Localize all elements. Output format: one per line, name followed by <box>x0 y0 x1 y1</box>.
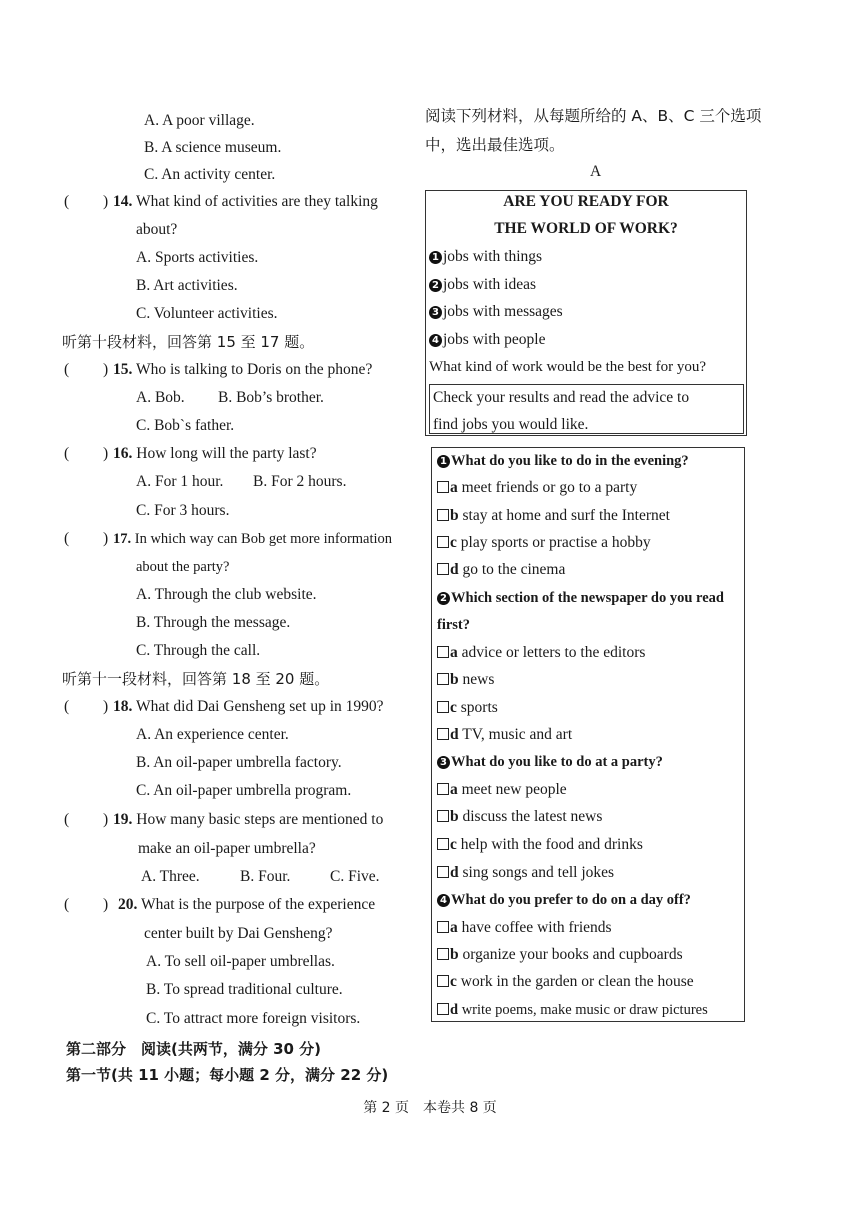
option-text: have coffee with friends <box>461 919 612 936</box>
answer-paren-close: ) <box>103 698 109 715</box>
number-3-icon: 3 <box>437 756 450 769</box>
checkbox[interactable] <box>437 509 449 521</box>
number-1-icon: 1 <box>437 455 450 468</box>
q14-option-b: B. Art activities. <box>136 277 238 294</box>
option-letter: c <box>450 699 457 716</box>
quiz-question-2-cont: first? <box>437 617 471 633</box>
quiz-question-2 <box>437 588 724 608</box>
option-text: meet new people <box>461 781 567 798</box>
number-4-icon: 4 <box>437 894 450 907</box>
q14-text: What kind of activities are they talking <box>135 193 378 210</box>
job-type-4-label: jobs with people <box>443 331 546 348</box>
q20-option-a: A. To sell oil-paper umbrellas. <box>146 953 335 970</box>
page-footer: 第 2 页 本卷共 8 页 <box>363 1100 497 1116</box>
q16-stem <box>113 444 317 464</box>
reading-instructions-line1: 阅读下列材料，从每题所给的 A、B、C 三个选项 <box>425 107 762 125</box>
option-letter: a <box>450 781 458 798</box>
q18-number: 18. <box>113 698 133 715</box>
q1-option-a[interactable] <box>437 478 637 498</box>
q14-option-a: A. Sports activities. <box>136 249 259 266</box>
job-type-2-label: jobs with ideas <box>443 276 536 293</box>
q2-option-a[interactable] <box>437 643 645 663</box>
option-letter: d <box>450 864 459 881</box>
number-1-icon: 1 <box>429 251 442 264</box>
quiz-question-3-text: What do you like to do at a party? <box>451 754 663 770</box>
q15-option-b: B. Bob’s brother. <box>218 389 324 406</box>
section-10-heading: 听第十段材料，回答第 15 至 17 题。 <box>62 333 315 351</box>
job-type-3-label: jobs with messages <box>443 303 563 320</box>
q1-option-d[interactable] <box>437 560 565 580</box>
option-text: organize your books and cupboards <box>462 946 683 963</box>
q19-option-b: B. Four. <box>240 868 291 885</box>
number-4-icon: 4 <box>429 334 442 347</box>
q20-text-cont: center built by Dai Gensheng? <box>144 925 333 942</box>
option-text: discuss the latest news <box>462 808 603 825</box>
passage-title-line2: THE WORLD OF WORK? <box>494 220 678 237</box>
q16-option-c: C. For 3 hours. <box>136 502 230 519</box>
answer-paren-open: ( <box>64 193 70 210</box>
answer-paren-close: ) <box>103 811 109 828</box>
q3-option-b[interactable] <box>437 807 602 827</box>
q20-text: What is the purpose of the experience <box>140 896 376 913</box>
option-text: news <box>462 671 495 688</box>
section-11-heading: 听第十一段材料，回答第 18 至 20 题。 <box>62 670 330 688</box>
q3-option-d[interactable] <box>437 863 614 883</box>
q20-number: 20. <box>118 896 138 913</box>
answer-paren-open: ( <box>64 445 70 462</box>
quiz-question-2-text: Which section of the newspaper do you read <box>451 590 724 606</box>
answer-paren-close: ) <box>103 530 109 547</box>
option-letter: b <box>450 671 459 688</box>
q14-stem <box>113 192 378 212</box>
checkbox[interactable] <box>437 646 449 658</box>
answer-paren-close: ) <box>103 361 109 378</box>
q15-option-a: A. Bob. <box>136 389 185 406</box>
q3-option-a[interactable] <box>437 780 567 800</box>
passage-label: A <box>590 163 602 180</box>
checkbox[interactable] <box>437 948 449 960</box>
checkbox[interactable] <box>437 838 449 850</box>
q15-text: Who is talking to Doris on the phone? <box>135 361 373 378</box>
answer-paren-close: ) <box>103 193 109 210</box>
best-work-question: What kind of work would be the best for you? <box>429 359 707 375</box>
q20-option-c: C. To attract more foreign visitors. <box>146 1010 361 1027</box>
q13-option-a: A. A poor village. <box>144 112 255 129</box>
q16-option-b: B. For 2 hours. <box>253 473 347 490</box>
q13-option-b: B. A science museum. <box>144 139 282 156</box>
q19-stem <box>113 810 383 830</box>
q16-number: 16. <box>113 445 133 462</box>
q18-option-b: B. An oil-paper umbrella factory. <box>136 754 342 771</box>
checkbox[interactable] <box>437 563 449 575</box>
q4-option-c[interactable] <box>437 972 694 992</box>
q4-option-d[interactable] <box>437 1000 708 1020</box>
option-letter: a <box>450 644 458 661</box>
q1-option-b[interactable] <box>437 506 670 526</box>
reading-instructions-line2: 中，选出最佳选项。 <box>425 136 565 154</box>
option-letter: b <box>450 946 459 963</box>
q19-option-c: C. Five. <box>330 868 380 885</box>
quiz-question-1-text: What do you like to do in the evening? <box>451 453 689 469</box>
passage-title-line1: ARE YOU READY FOR <box>503 193 669 210</box>
checkbox[interactable] <box>437 1003 449 1015</box>
option-letter: d <box>450 726 459 743</box>
q4-option-b[interactable] <box>437 945 683 965</box>
option-letter: c <box>450 973 457 990</box>
q18-stem <box>113 697 384 717</box>
quiz-question-1 <box>437 451 689 471</box>
q20-stem <box>118 895 375 915</box>
job-type-1 <box>429 247 542 267</box>
q3-option-c[interactable] <box>437 835 643 855</box>
option-letter: c <box>450 534 457 551</box>
quiz-question-3 <box>437 752 663 772</box>
option-letter: d <box>450 561 459 578</box>
number-2-icon: 2 <box>437 592 450 605</box>
q17-number: 17. <box>113 531 132 547</box>
number-2-icon: 2 <box>429 279 442 292</box>
checkbox[interactable] <box>437 481 449 493</box>
advice-line1: Check your results and read the advice to <box>433 389 690 406</box>
q14-number: 14. <box>113 193 133 210</box>
job-type-2 <box>429 275 536 295</box>
checkbox[interactable] <box>437 701 449 713</box>
option-letter: c <box>450 836 457 853</box>
answer-paren-open: ( <box>64 896 70 913</box>
option-letter: b <box>450 808 459 825</box>
q20-option-b: B. To spread traditional culture. <box>146 981 343 998</box>
option-letter: a <box>450 919 458 936</box>
q4-option-a[interactable] <box>437 918 612 938</box>
q17-stem <box>113 529 392 549</box>
option-text: sing songs and tell jokes <box>462 864 615 881</box>
checkbox[interactable] <box>437 866 449 878</box>
answer-paren-open: ( <box>64 530 70 547</box>
job-type-1-label: jobs with things <box>443 248 543 265</box>
advice-line2: find jobs you would like. <box>433 416 589 433</box>
answer-paren-open: ( <box>64 811 70 828</box>
q2-option-c[interactable] <box>437 698 498 718</box>
q16-text: How long will the party last? <box>136 445 317 462</box>
option-letter: a <box>450 479 458 496</box>
section-1-heading: 第一节(共 11 小题；每小题 2 分，满分 22 分) <box>66 1066 389 1084</box>
checkbox[interactable] <box>437 810 449 822</box>
quiz-question-4 <box>437 890 691 910</box>
checkbox[interactable] <box>437 536 449 548</box>
option-text: stay at home and surf the Internet <box>462 507 670 524</box>
q13-option-c: C. An activity center. <box>144 166 276 183</box>
q19-text-cont: make an oil-paper umbrella? <box>138 840 316 857</box>
q19-option-a: A. Three. <box>141 868 200 885</box>
q17-text-cont: about the party? <box>136 559 230 575</box>
option-letter: d <box>450 1002 459 1018</box>
q18-option-c: C. An oil-paper umbrella program. <box>136 782 352 799</box>
checkbox[interactable] <box>437 673 449 685</box>
option-letter: b <box>450 507 459 524</box>
q17-option-b: B. Through the message. <box>136 614 291 631</box>
option-text: play sports or practise a hobby <box>460 534 651 551</box>
q18-text: What did Dai Gensheng set up in 1990? <box>135 698 384 715</box>
option-text: go to the cinema <box>462 561 566 578</box>
q18-option-a: A. An experience center. <box>136 726 289 743</box>
part-2-heading: 第二部分 阅读(共两节，满分 30 分) <box>66 1040 322 1058</box>
option-text: advice or letters to the editors <box>461 644 646 661</box>
q14-text-cont: about? <box>136 221 178 238</box>
checkbox[interactable] <box>437 783 449 795</box>
q16-option-a: A. For 1 hour. <box>136 473 224 490</box>
option-text: sports <box>460 699 498 716</box>
q1-option-c[interactable] <box>437 533 651 553</box>
q15-number: 15. <box>113 361 133 378</box>
answer-paren-open: ( <box>64 698 70 715</box>
checkbox[interactable] <box>437 975 449 987</box>
quiz-question-4-text: What do you prefer to do on a day off? <box>451 892 691 908</box>
checkbox[interactable] <box>437 728 449 740</box>
q17-text: In which way can Bob get more information <box>134 531 393 547</box>
option-text: help with the food and drinks <box>460 836 643 853</box>
option-text: write poems, make music or draw pictures <box>461 1002 708 1018</box>
q17-option-a: A. Through the club website. <box>136 586 317 603</box>
job-type-3 <box>429 302 563 322</box>
q14-option-c: C. Volunteer activities. <box>136 305 278 322</box>
q19-text: How many basic steps are mentioned to <box>136 811 384 828</box>
answer-paren-close: ) <box>103 896 109 913</box>
q15-stem <box>113 360 372 380</box>
q17-option-c: C. Through the call. <box>136 642 261 659</box>
option-text: TV, music and art <box>462 726 573 743</box>
answer-paren-open: ( <box>64 361 70 378</box>
answer-paren-close: ) <box>103 445 109 462</box>
q2-option-d[interactable] <box>437 725 572 745</box>
number-3-icon: 3 <box>429 306 442 319</box>
option-text: meet friends or go to a party <box>461 479 638 496</box>
q15-option-c: C. Bob`s father. <box>136 417 235 434</box>
q19-number: 19. <box>113 811 133 828</box>
job-type-4 <box>429 330 545 350</box>
checkbox[interactable] <box>437 921 449 933</box>
q2-option-b[interactable] <box>437 670 494 690</box>
option-text: work in the garden or clean the house <box>460 973 694 990</box>
